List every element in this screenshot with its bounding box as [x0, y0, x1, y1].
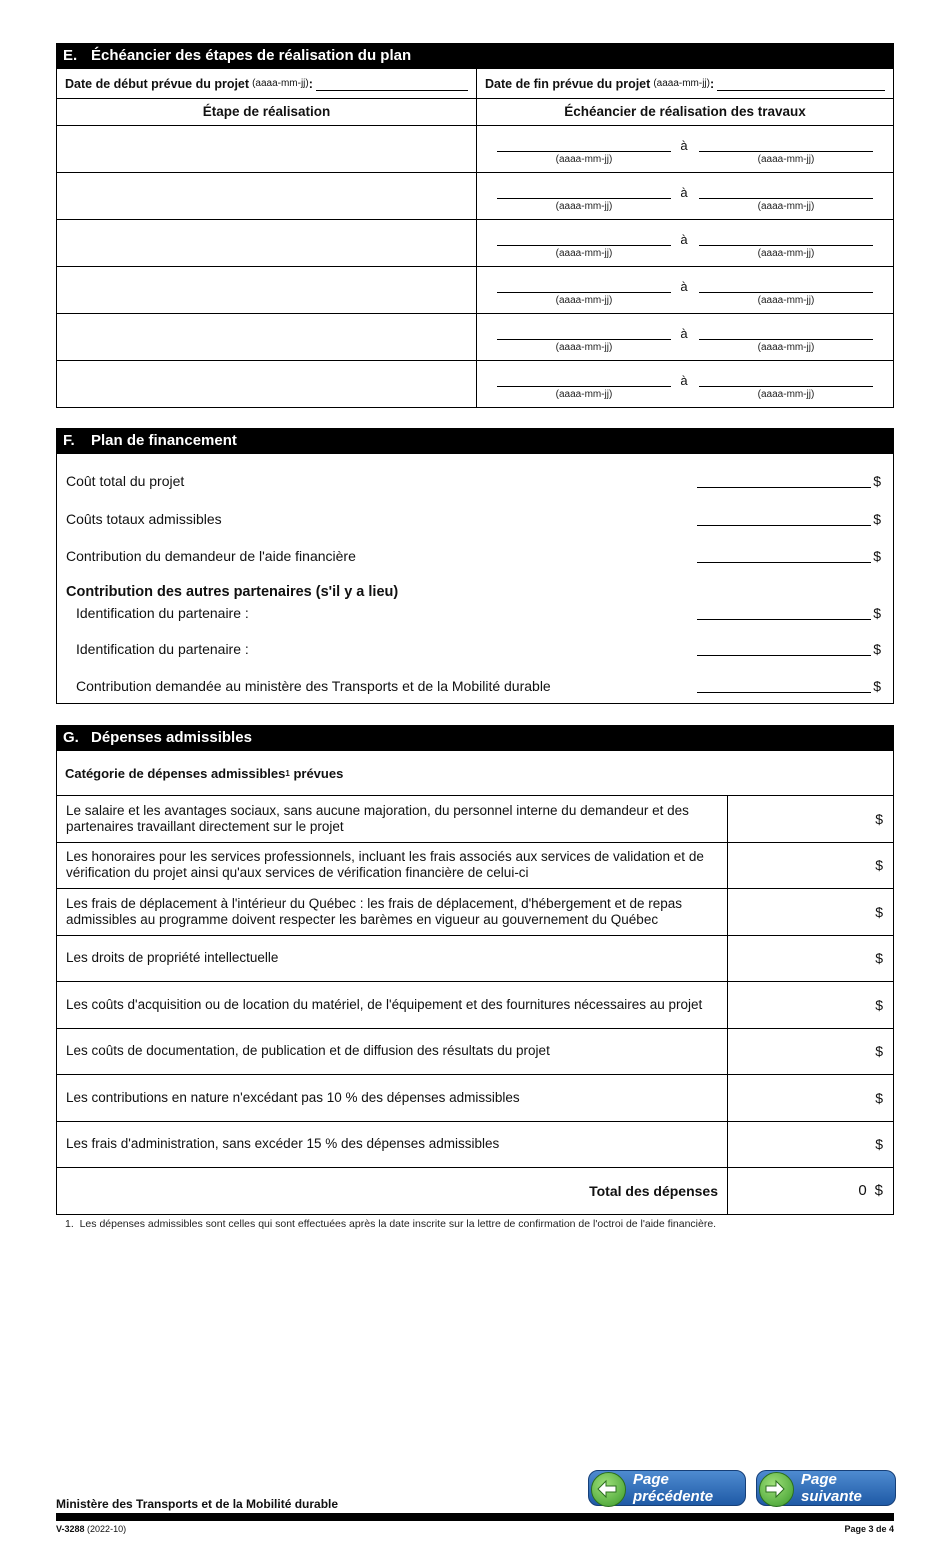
total-cost-currency: $ — [873, 473, 881, 489]
step-field[interactable] — [57, 267, 477, 313]
from-date-field[interactable] — [497, 386, 671, 387]
from-date-field[interactable] — [497, 198, 671, 199]
expense-row — [57, 843, 893, 890]
section-g-letter: G. — [63, 729, 79, 746]
category-heading-text: Catégorie de dépenses admissibles — [65, 765, 286, 781]
to-word: à — [680, 279, 688, 294]
to-word: à — [680, 232, 688, 247]
end-date-colon: : — [709, 76, 715, 91]
expense-description: Les frais d'administration, sans excéder 15 % des dépenses admissibles — [57, 1122, 728, 1168]
expense-description: Les contributions en nature n'excédant pas 10 % des dépenses admissibles — [57, 1075, 728, 1121]
section-e-header — [56, 43, 894, 69]
expense-currency: $ — [875, 903, 883, 920]
from-date-format: (aaaa-mm-jj) — [555, 342, 613, 353]
total-cost-label: Coût total du projet — [66, 473, 185, 489]
from-date-field[interactable] — [497, 245, 671, 246]
col-step-header: Étape de réalisation — [57, 99, 477, 125]
start-date-cell — [57, 69, 477, 98]
to-word: à — [680, 326, 688, 341]
section-g — [56, 725, 894, 1215]
footnote-ref: 1 — [285, 768, 290, 778]
schedule-cell — [477, 126, 893, 172]
schedule-row — [57, 361, 893, 407]
expense-row — [57, 1029, 893, 1076]
applicant-contribution-field[interactable] — [697, 562, 871, 563]
partner-2-currency: $ — [873, 641, 881, 657]
footer-bar — [56, 1513, 894, 1521]
expense-currency: $ — [875, 1089, 883, 1106]
partner-2-line — [66, 641, 893, 661]
start-date-format: (aaaa-mm-jj) — [252, 78, 309, 89]
section-f — [56, 428, 894, 704]
to-date-field[interactable] — [699, 245, 873, 246]
next-page-label: Page suivante — [801, 1471, 862, 1505]
ministry-name: Ministère des Transports et de la Mobilité durable — [56, 1497, 339, 1511]
step-field[interactable] — [57, 361, 477, 407]
form-number-date: (2022-10) — [87, 1524, 127, 1534]
ministry-contribution-label: Contribution demandée au ministère des Transports et de la Mobilité durable — [76, 678, 551, 694]
expense-row — [57, 889, 893, 936]
expense-currency: $ — [875, 1043, 883, 1060]
section-e — [56, 43, 894, 408]
expense-description: Les droits de propriété intellectuelle — [57, 936, 728, 982]
total-expenses-row — [57, 1168, 893, 1214]
end-date-field[interactable] — [717, 76, 885, 91]
end-date-label: Date de fin prévue du projet — [485, 76, 651, 91]
expense-amount-field[interactable] — [728, 1075, 893, 1121]
schedule-row — [57, 314, 893, 361]
category-heading — [57, 751, 893, 796]
total-expenses-value: 0 — [858, 1182, 867, 1200]
expense-row — [57, 796, 893, 843]
schedule-cell — [477, 314, 893, 360]
schedule-cell — [477, 173, 893, 219]
step-field[interactable] — [57, 173, 477, 219]
end-date-format: (aaaa-mm-jj) — [653, 78, 710, 89]
project-dates-row — [57, 69, 893, 99]
expense-currency: $ — [875, 1136, 883, 1153]
next-page-button[interactable] — [756, 1470, 896, 1506]
applicant-contribution-label: Contribution du demandeur de l'aide financière — [66, 548, 356, 564]
expense-currency: $ — [875, 857, 883, 874]
end-date-cell — [477, 69, 893, 98]
schedule-row — [57, 220, 893, 267]
to-date-field[interactable] — [699, 151, 873, 152]
expense-amount-field[interactable] — [728, 889, 893, 935]
expense-amount-field[interactable] — [728, 1029, 893, 1075]
expense-description: Les honoraires pour les services professionnels, incluant les frais associés aux services de validation et de vérification du projet ainsi qu'aux services de vérification financière de celui-ci — [57, 843, 728, 889]
ministry-contribution-field[interactable] — [697, 692, 871, 693]
section-e-table — [56, 69, 894, 408]
expense-amount-field[interactable] — [728, 843, 893, 889]
page-number: Page 3 de 4 — [844, 1524, 894, 1534]
from-date-format: (aaaa-mm-jj) — [555, 201, 613, 212]
previous-page-label: Page précédente — [633, 1471, 714, 1505]
from-date-format: (aaaa-mm-jj) — [555, 248, 613, 259]
ministry-contribution-line — [66, 678, 893, 698]
section-g-title: Dépenses admissibles — [91, 729, 252, 746]
expense-description: Les coûts d'acquisition ou de location du matériel, de l'équipement et des fournitures nécessaires au projet — [57, 982, 728, 1028]
applicant-contribution-line — [66, 548, 893, 568]
schedule-row — [57, 173, 893, 220]
footnote: 1. Les dépenses admissibles sont celles qui sont effectuées après la date inscrite sur la lettre de confirmation de l'octroi de l'aide financière. — [65, 1218, 717, 1230]
section-e-letter: E. — [63, 47, 78, 64]
partners-heading: Contribution des autres partenaires (s'il y a lieu) — [66, 584, 399, 600]
step-field[interactable] — [57, 126, 477, 172]
eligible-costs-label: Coûts totaux admissibles — [66, 511, 222, 527]
section-f-header — [56, 428, 894, 454]
schedule-cell — [477, 267, 893, 313]
form-number-code: V-3288 — [56, 1524, 85, 1534]
ministry-contribution-currency: $ — [873, 678, 881, 694]
previous-page-button[interactable] — [588, 1470, 746, 1506]
applicant-contribution-currency: $ — [873, 548, 881, 564]
category-heading-suffix: prévues — [289, 765, 344, 781]
eligible-costs-line — [66, 511, 893, 531]
to-date-field[interactable] — [699, 198, 873, 199]
expense-amount-field[interactable] — [728, 982, 893, 1028]
to-date-format: (aaaa-mm-jj) — [757, 295, 815, 306]
start-date-label: Date de début prévue du projet — [65, 76, 250, 91]
eligible-costs-currency: $ — [873, 511, 881, 527]
partner-1-currency: $ — [873, 605, 881, 621]
section-f-title: Plan de financement — [91, 432, 237, 449]
total-expenses-currency: $ — [874, 1182, 883, 1200]
to-date-format: (aaaa-mm-jj) — [757, 201, 815, 212]
schedule-cell — [477, 220, 893, 266]
expense-currency: $ — [875, 996, 883, 1013]
section-e-title: Échéancier des étapes de réalisation du plan — [91, 47, 412, 64]
expense-row — [57, 936, 893, 983]
to-date-format: (aaaa-mm-jj) — [757, 248, 815, 259]
start-date-field[interactable] — [316, 76, 468, 91]
to-date-field[interactable] — [699, 386, 873, 387]
form-number — [56, 1524, 126, 1534]
to-date-format: (aaaa-mm-jj) — [757, 154, 815, 165]
to-date-format: (aaaa-mm-jj) — [757, 389, 815, 400]
partner-2-label: Identification du partenaire : — [76, 641, 249, 657]
from-date-field[interactable] — [497, 292, 671, 293]
step-field[interactable] — [57, 220, 477, 266]
arrow-left-glyph — [596, 1478, 618, 1500]
total-expenses-field — [728, 1168, 893, 1214]
expense-currency: $ — [875, 950, 883, 967]
partner-1-label: Identification du partenaire : — [76, 605, 249, 621]
to-word: à — [680, 185, 688, 200]
total-cost-line — [66, 473, 893, 493]
schedule-row — [57, 126, 893, 173]
expense-amount-field[interactable] — [728, 796, 893, 842]
to-date-field[interactable] — [699, 292, 873, 293]
schedule-row — [57, 267, 893, 314]
expense-row — [57, 1122, 893, 1169]
partner-1-amount-field[interactable] — [697, 619, 871, 620]
schedule-column-headers — [57, 99, 893, 126]
to-date-field[interactable] — [699, 339, 873, 340]
section-f-letter: F. — [63, 432, 75, 449]
expense-row — [57, 982, 893, 1029]
from-date-format: (aaaa-mm-jj) — [555, 389, 613, 400]
total-expenses-label: Total des dépenses — [57, 1168, 728, 1214]
from-date-format: (aaaa-mm-jj) — [555, 154, 613, 165]
from-date-field[interactable] — [497, 151, 671, 152]
col-schedule-header: Échéancier de réalisation des travaux — [564, 104, 806, 119]
schedule-cell — [477, 361, 893, 407]
arrow-right-glyph — [764, 1478, 786, 1500]
expense-description: Les frais de déplacement à l'intérieur du Québec : les frais de déplacement, d'hébergement et de repas admissibles au programme doivent respecter les barèmes en vigueur au gouvernement du Québec — [57, 889, 728, 935]
total-cost-field[interactable] — [697, 487, 871, 488]
to-word: à — [680, 373, 688, 388]
step-field[interactable] — [57, 314, 477, 360]
partner-2-amount-field[interactable] — [697, 655, 871, 656]
to-word: à — [680, 138, 688, 153]
financing-plan-box — [56, 454, 894, 704]
expenses-table — [56, 751, 894, 1215]
start-date-colon: : — [308, 76, 313, 91]
expense-amount-field[interactable] — [728, 936, 893, 982]
from-date-format: (aaaa-mm-jj) — [555, 295, 613, 306]
expense-amount-field[interactable] — [728, 1122, 893, 1168]
expense-description: Les coûts de documentation, de publication et de diffusion des résultats du projet — [57, 1029, 728, 1075]
eligible-costs-field[interactable] — [697, 525, 871, 526]
section-g-header — [56, 725, 894, 751]
from-date-field[interactable] — [497, 339, 671, 340]
partner-1-line — [66, 605, 893, 625]
expense-description: Le salaire et les avantages sociaux, sans aucune majoration, du personnel interne du demandeur et des partenaires travaillant directement sur le projet — [57, 796, 728, 842]
to-date-format: (aaaa-mm-jj) — [757, 342, 815, 353]
expense-row — [57, 1075, 893, 1122]
expense-currency: $ — [875, 810, 883, 827]
